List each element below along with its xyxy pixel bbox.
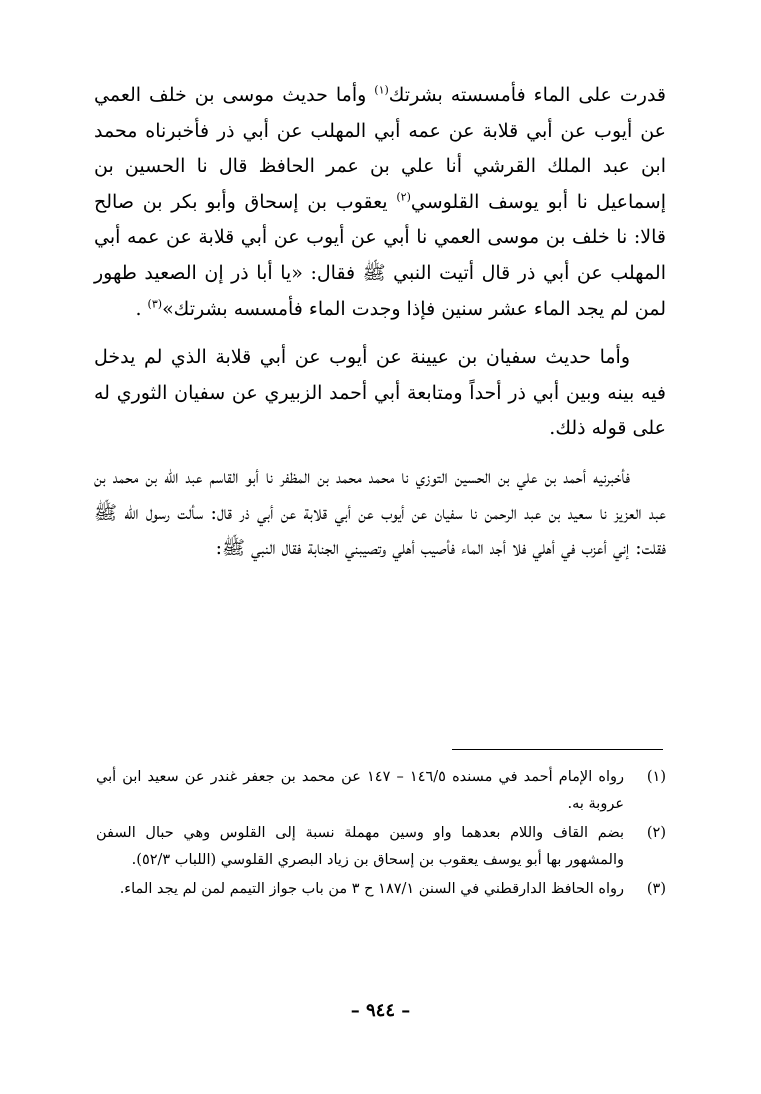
paragraph-text: قدرت على الماء فأمسسته بشرتك [388,84,666,106]
footnote-separator [452,749,663,750]
footnote-3 [96,876,666,903]
footnote-text: رواه الإمام أحمد في مسنده ١٤٦/٥ – ١٤٧ عن محمد بن جعفر غندر عن سعيد ابن أبي عروبة به. [96,769,624,812]
footnote-text: رواه الحافظ الدارقطني في السنن ١٨٧/١ ح ٣ من باب جواز التيمم لمن لم يجد الماء. [119,881,624,897]
footnotes [96,764,666,905]
footnote-number: (٢) [646,825,666,841]
main-text [94,78,666,567]
footnote-ref-2: (٢) [396,190,411,204]
paragraph-text: وأما حديث موسى بن خلف العمي عن أيوب عن أبي قلابة عن عمه أبي المهلب عن أبي ذر فأخبرناه محمد ابن عبد الملك القرشي أنا علي بن عمر الحافظ قال نا الحسين بن إسماعيل نا أبو يوسف القلوسي [94,84,666,213]
footnote-number: (١) [646,769,666,785]
footnote-ref-3: (٣) [147,297,163,311]
footnote-2 [96,820,666,874]
page-number: – ٩٤٤ – [350,1000,411,1021]
paragraph-isnad-tawzi: فأخبرنيه أحمد بن علي بن الحسين التوزي نا محمد محمد بن المظفر نا أبو القاسم عبد الله بن محمد بن عبد العزيز نا سعيد بن عبد الرحمن نا سفيان عن أيوب عن أبي قلابة عن أبي ذر قال: سألت رسول الله ﷺ فقلت: إني أعزب في أهلي فلا أجد الماء فأصيب أهلي وتصيبني الجنابة فقال النبي ﷺ: [94,465,666,560]
paragraph-text: يعقوب بن إسحاق وأبو بكر بن صالح قالا: نا خلف بن موسى العمي نا أبي عن أيوب عن أبي قلابة عن عمه أبي المهلب عن أبي ذر قال أتيت النبي ﷺ فقال: «يا أبا ذر إن الصعيد طهور لمن لم يجد الماء عشر سنين فإذا وجدت الماء فأمسسه بشرتك» [94,190,666,320]
paragraph-hadith-musa-bin-khalaf [94,78,666,327]
paragraph-text: . [135,297,148,320]
footnote-1 [96,764,666,818]
footnote-ref-1: (١) [374,83,389,97]
footnote-text: بضم القاف واللام بعدهما واو وسين مهملة نسبة إلى القلوس وهي حبال السفن والمشهور بها أبو يوسف يعقوب بن إسحاق بن زياد البصري القلوسي (اللباب ٥٢/٣). [96,825,624,868]
paragraph-hadith-sufyan: وأما حديث سفيان بن عيينة عن أيوب عن أبي قلابة الذي لم يدخل فيه بينه وبين أبي ذر أحداً ومتابعة أبي أحمد الزبيري عن سفيان الثوري له على قوله ذلك. [94,346,666,440]
footnote-number: (٣) [646,881,666,897]
